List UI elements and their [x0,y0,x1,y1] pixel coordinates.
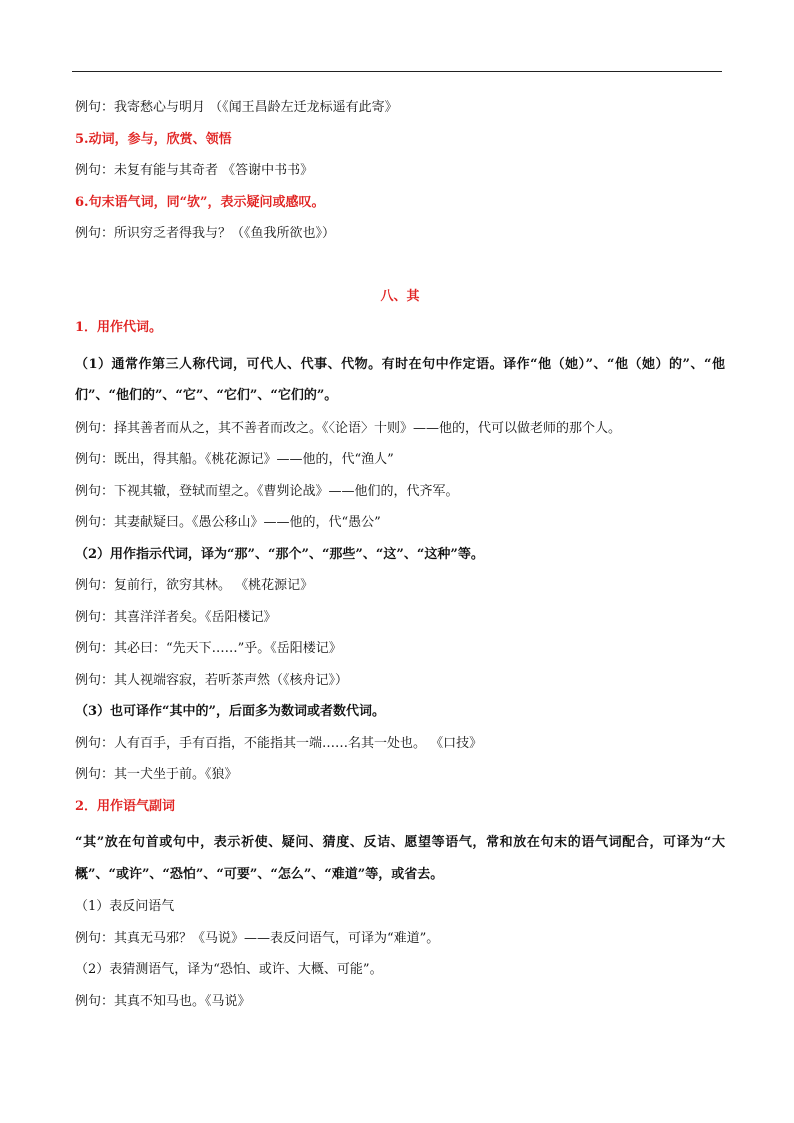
example-line: 例句：人有百手，手有百指，不能指其一端……名其一处也。 《口技》 [75,735,483,751]
chapter-title: 八、其 [380,288,420,304]
example-line: 例句：我寄愁心与明月 （《闻王昌龄左迁龙标遥有此寄》 [75,100,398,115]
section-heading: 5.动词，参与，欣赏、领悟 [75,131,232,147]
section-heading: 1．用作代词。 [75,320,163,335]
sub-heading: （2）表猜测语气，译为“恐怕、或许、大概、可能”。 [75,962,383,977]
example-line: 例句：所识穷乏者得我与？（《鱼我所欲也》） [75,226,336,241]
example-line: 例句：择其善者而从之，其不善者而改之。《〈论语〉十则》——他的，代可以做老师的那个人。 [75,420,622,436]
example-line: 例句：其必曰：“先天下……”乎。《岳阳楼记》 [75,641,342,656]
definition-line: （3）也可译作“其中的”，后面多为数词或者数代词。 [75,704,386,719]
definition-paragraph: “其”放在句首或句中，表示祈使、疑问、猜度、反诘、愿望等语气，常和放在句末的语气词配合，可译为“大概”、“或许”、“恐怕”、“可要”、“怎么”、“难道”等，或省去。 [75,835,725,882]
example-line: 例句：下视其辙，登轼而望之。《曹刿论战》——他们的，代齐军。 [75,483,459,499]
sub-heading: （1）表反问语气 [75,899,175,914]
header-rule [72,71,722,72]
section-heading: 6.句末语气词，同“欤”，表示疑问或感叹。 [75,194,325,210]
example-line: 例句：其真不知马也。《马说》 [75,993,251,1009]
example-line: 例句：未复有能与其奇者 《答谢中书书》 [75,163,314,178]
example-line: 例句：其一犬坐于前。《狼》 [75,767,238,782]
spacer [75,255,725,286]
example-line: 例句：其真无马邪？《马说》——表反问语气，可译为“难道”。 [75,930,440,946]
section-heading: 2．用作语气副词 [75,798,176,814]
example-line: 例句：其人视端容寂，若听茶声然（《核舟记》） [75,672,349,688]
example-line: 例句：既出，得其船。《桃花源记》——他的，代“渔人” [75,452,394,467]
example-line: 例句：其喜洋洋者矣。《岳阳楼记》 [75,609,277,625]
example-line: 例句：复前行，欲穷其林。 《桃花源记》 [75,578,314,593]
example-line: 例句：其妻献疑曰。《愚公移山》——他的，代“愚公” [75,515,381,530]
document-body [75,97,725,1022]
definition-line: （2）用作指示代词，译为“那”、“那个”、“那些”、“这”、“这种”等。 [75,546,484,562]
definition-paragraph: （1）通常作第三人称代词，可代人、代事、代物。有时在句中作定语。译作“他（她）”、“他（她）的”、“他们”、“他们的”、“它”、“它们”、“它们的”。 [75,356,725,403]
